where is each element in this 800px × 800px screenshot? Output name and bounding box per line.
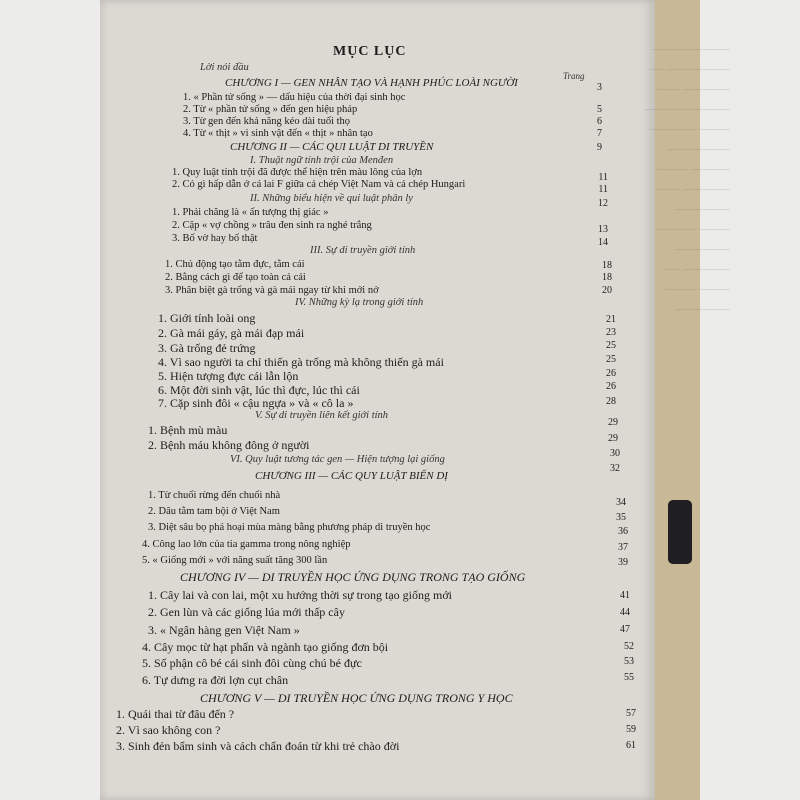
page-number: 52	[624, 641, 634, 652]
toc-entry: 2. Cặp « vợ chồng » trâu đen sinh ra nghé trắng	[172, 220, 372, 231]
toc-entry: 2. Dâu tằm tam bội ở Việt Nam	[148, 506, 280, 517]
section-title: II. Những biểu hiện về qui luật phân ly	[250, 193, 413, 204]
toc-entry: 2. Vì sao không con ?	[116, 723, 221, 737]
page-number: 23	[606, 327, 616, 338]
page-number: 32	[610, 463, 620, 474]
toc-entry: 5. « Giống mới » với năng suất tăng 300 lần	[142, 555, 328, 566]
page-number: 29	[608, 433, 618, 444]
page-number: 55	[624, 672, 634, 683]
toc-entry: 2. Gà mái gáy, gà mái đạp mái	[158, 326, 305, 340]
toc-entry: 5. Số phận cô bé cái sinh đôi cùng chú bé đực	[142, 656, 362, 670]
toc-entry: 4. Cây mọc từ hạt phấn và ngành tạo giống đơn bội	[142, 640, 389, 654]
chapter-heading: CHƯƠNG I — GEN NHÂN TẠO VÀ HẠNH PHÚC LOÀI NGƯỜI	[225, 77, 518, 89]
toc-entry: 4. Công lao lớn của tia gamma trong nông nghiệp	[142, 539, 351, 550]
toc-entry: 2. Bằng cách gì để tạo toàn cá cái	[165, 272, 306, 283]
chapter-heading: CHƯƠNG II — CÁC QUI LUẬT DI TRUYỀN	[230, 141, 434, 153]
toc-entry: 1. Chủ động tạo tằm đực, tằm cái	[165, 259, 305, 270]
page-number: 14	[598, 237, 608, 248]
page-number: 29	[608, 417, 618, 428]
toc-entry: 6. Tự dưng ra đời lợn cụt chân	[142, 673, 289, 687]
toc-entry: 1. Giới tính loài ong	[158, 311, 256, 325]
page-number: 6	[597, 116, 602, 127]
page-number: 18	[602, 260, 612, 271]
page-number: 61	[626, 740, 636, 751]
toc-entry: 4. Vì sao người ta chỉ thiến gà trống mà không thiến gà mái	[158, 355, 444, 369]
toc-entry: 2. Gen lùn và các giống lúa mới thấp cây	[148, 605, 345, 619]
page-number: 39	[618, 557, 628, 568]
page-number: 34	[616, 497, 626, 508]
page-title: MỤC LỤC	[333, 44, 407, 59]
toc-entry: 5. Hiện tượng đực cái lẫn lộn	[158, 369, 299, 383]
toc-entry: 3. Diệt sâu bọ phá hoại mùa màng bằng phương pháp di truyền học	[148, 522, 431, 533]
intro-page: 3	[597, 82, 602, 93]
toc-entry: 1. « Phần tử sống » — dấu hiệu của thời đại sinh học	[183, 92, 406, 103]
page-number: 57	[626, 708, 636, 719]
page-number: 20	[602, 285, 612, 296]
section-title: I. Thuật ngữ tính trội của Menđen	[250, 155, 394, 166]
toc-entry: 1. Phải chăng là « ấn tượng thị giác »	[172, 207, 329, 218]
page-number: 59	[626, 724, 636, 735]
chapter-heading: CHƯƠNG III — CÁC QUY LUẬT BIẾN DỊ	[255, 470, 448, 482]
toc-entry: 6. Một đời sinh vật, lúc thì đực, lúc thì cái	[158, 383, 360, 397]
toc-entry: 1. Quy luật tính trội đã được thể hiện trên màu lông của lợn	[172, 167, 423, 178]
page-column-header: Trang	[563, 71, 585, 81]
toc-entry: 1. Từ chuối rừng đến chuối nhà	[148, 490, 281, 501]
page-number: 25	[606, 340, 616, 351]
toc-entry: 7. Cặp sinh đôi « cậu ngựa » và « cô la »	[158, 396, 354, 410]
page-number: 44	[620, 607, 630, 618]
page-number: 28	[606, 396, 616, 407]
section-title: III. Sự di truyền giới tính	[310, 245, 416, 256]
page-number: 41	[620, 590, 630, 601]
show-through-text: ────────── ──────── ── ────── ─── ─────────── ──── ────── ──────── ───── ──── ────── ─── ─────── ──── ───── ─────── ────── ── ──── ──── ───────	[644, 44, 730, 316]
toc-entry: 3. Bố vờ hay bố thật	[172, 233, 258, 244]
page-number: 21	[606, 314, 616, 325]
toc-entry: 4. Từ « thịt » vi sinh vật đến « thịt » nhân tạo	[183, 128, 373, 139]
page-number: 25	[606, 354, 616, 365]
toc-entry: 2. Cỏ gì hấp dẫn ở cá lai F giữa cá chép Việt Nam và cá chép Hungari	[172, 179, 466, 190]
page-number: 26	[606, 381, 616, 392]
toc-entry: 3. Gà trống đẻ trứng	[158, 341, 256, 355]
toc-entry: 3. « Ngân hàng gen Việt Nam »	[148, 623, 300, 637]
section-title: V. Sự di truyền liên kết giới tính	[255, 410, 389, 421]
page-number: 12	[598, 198, 608, 209]
page-number: 37	[618, 542, 628, 553]
toc-entry: 2. Bệnh máu không đông ở người	[148, 438, 310, 452]
page-number: 30	[610, 448, 620, 459]
page-number: 26	[606, 368, 616, 379]
toc-entry: 2. Từ « phần tử sống » đến gen hiệu pháp	[183, 104, 358, 115]
page-number: 7	[597, 128, 602, 139]
chapter-heading: CHƯƠNG IV — DI TRUYỀN HỌC ỨNG DỤNG TRONG TẠO GIỐNG	[180, 570, 526, 584]
toc-entry: 3. Từ gen đến khả năng kéo dài tuổi thọ	[183, 116, 351, 127]
page-number: 9	[597, 142, 602, 153]
page-number: 47	[620, 624, 630, 635]
page-number: 5	[597, 104, 602, 115]
page-number: 35	[616, 512, 626, 523]
intro-label: Lời nói đầu	[200, 62, 249, 73]
page-number: 11	[598, 184, 608, 195]
page-number: 36	[618, 526, 628, 537]
toc-entry: 3. Sinh đẻn bẩm sinh và cách chẩn đoán từ khi trẻ chào đời	[116, 739, 400, 753]
section-title: VI. Quy luật tương tác gen — Hiện tượng lại giống	[230, 454, 445, 465]
page-number: 18	[602, 272, 612, 283]
binding-clip	[668, 500, 692, 564]
page-number: 11	[598, 172, 608, 183]
toc-entry: 1. Bệnh mù màu	[148, 423, 228, 437]
toc-entry: 3. Phân biệt gà trống và gà mái ngay từ khi mới nở	[165, 285, 379, 296]
page-number: 53	[624, 656, 634, 667]
page-number: 13	[598, 224, 608, 235]
section-title: IV. Những kỳ lạ trong giới tính	[295, 297, 424, 308]
chapter-heading: CHƯƠNG V — DI TRUYỀN HỌC ỨNG DỤNG TRONG Y HỌC	[200, 691, 513, 705]
toc-entry: 1. Quái thai từ đâu đến ?	[116, 707, 235, 721]
toc-entry: 1. Cây lai và con lai, một xu hướng thời sự trong tạo giống mới	[148, 588, 453, 602]
